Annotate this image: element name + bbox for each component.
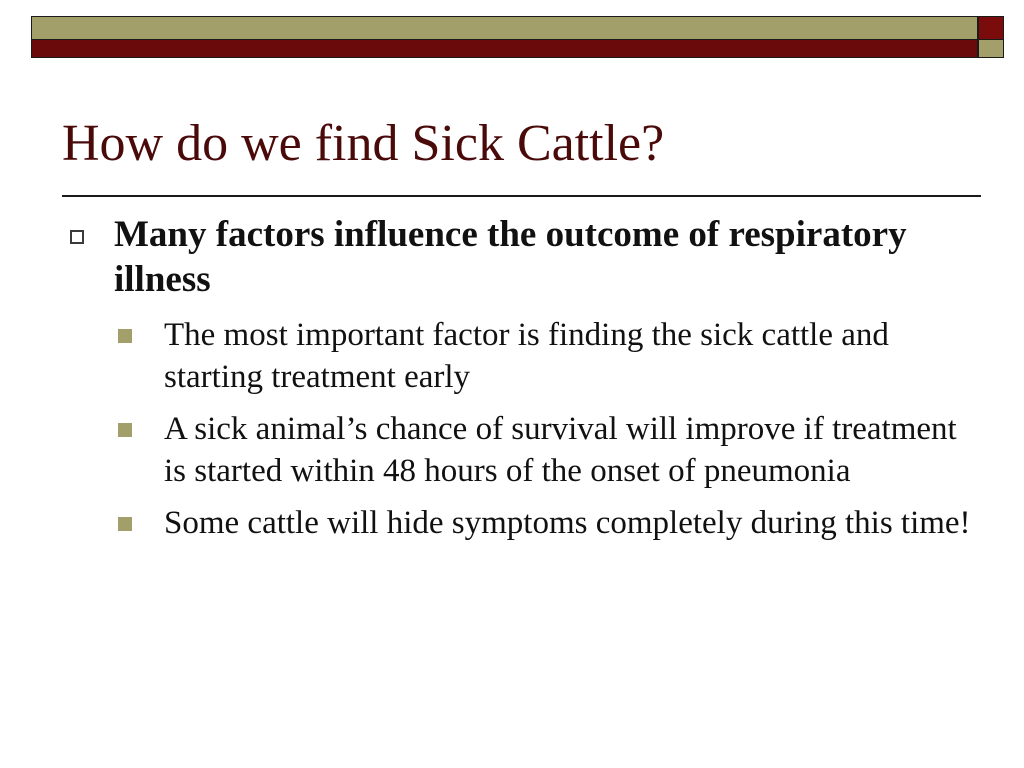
- slide-body: [62, 212, 982, 554]
- header-band-maroon: [31, 40, 978, 58]
- slide-title: How do we find Sick Cattle?: [62, 115, 665, 172]
- sub-bullet: [164, 408, 982, 492]
- title-divider: [62, 195, 981, 197]
- sub-bullet-text: A sick animal’s chance of survival will improve if treatment is started within 48 hours of the onset of pneumonia: [164, 411, 957, 489]
- filled-square-bullet-icon: [118, 423, 132, 437]
- hollow-square-bullet-icon: [70, 230, 84, 244]
- sub-bullet-text: Some cattle will hide symptoms completely during this time!: [164, 505, 971, 541]
- header-band-olive: [31, 16, 978, 40]
- bullet-level1-text: Many factors influence the outcome of respiratory illness: [114, 214, 907, 300]
- sub-bullet-text: The most important factor is finding the sick cattle and starting treatment early: [164, 317, 889, 395]
- bullet-level1: [62, 212, 982, 302]
- corner-square-maroon: [978, 16, 1004, 40]
- corner-square-olive: [978, 40, 1004, 58]
- sub-bullet-list: [62, 314, 982, 544]
- filled-square-bullet-icon: [118, 517, 132, 531]
- sub-bullet: [164, 314, 982, 398]
- sub-bullet: [164, 502, 982, 544]
- filled-square-bullet-icon: [118, 329, 132, 343]
